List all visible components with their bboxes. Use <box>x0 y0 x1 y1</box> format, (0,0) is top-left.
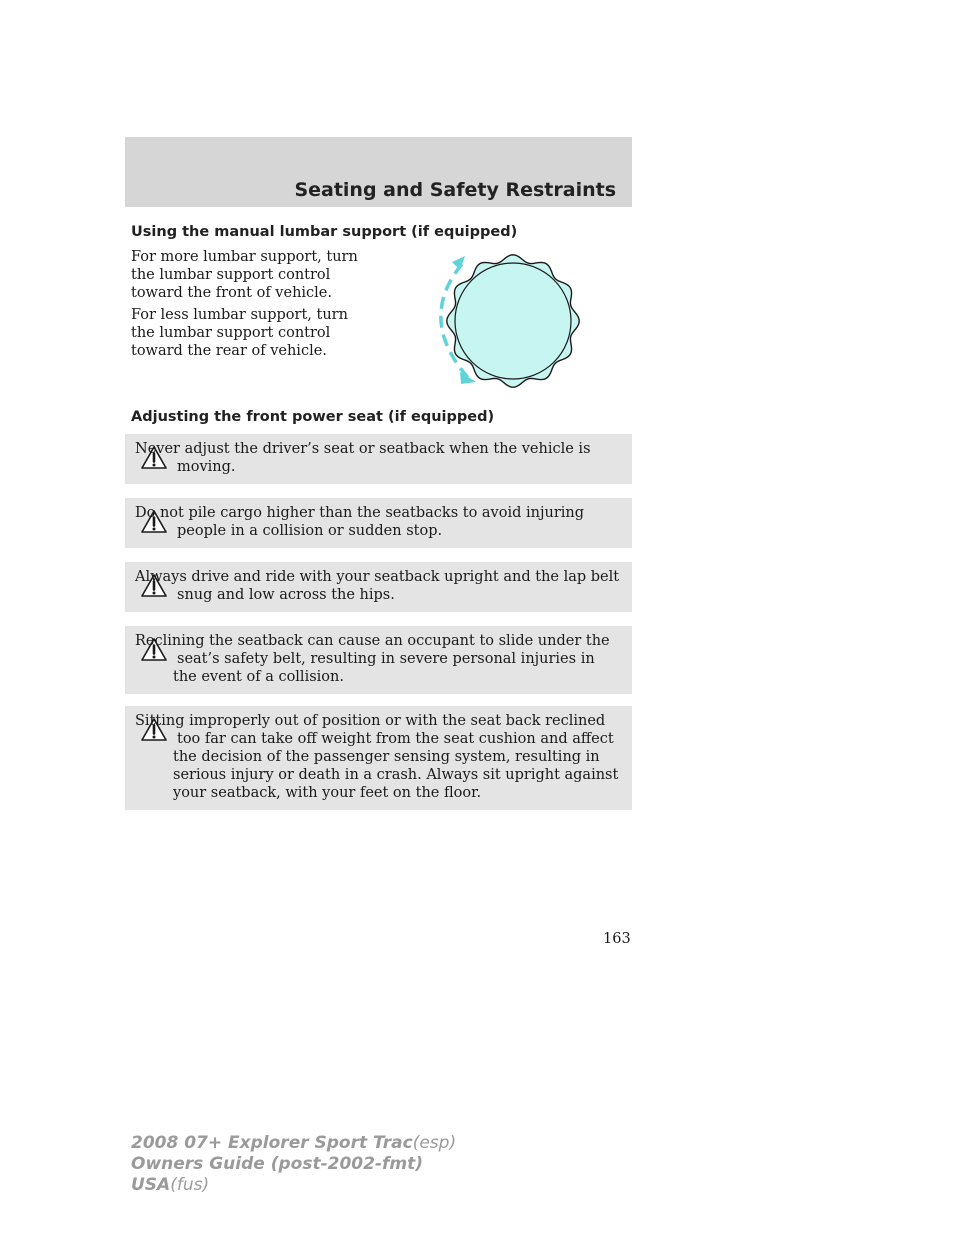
page-number: 163 <box>603 931 631 947</box>
footer-market: USA <box>131 1175 171 1195</box>
warning-box-5 <box>125 706 632 810</box>
warning-text-1: Never adjust the driver’s seat or seatback when the vehicle is moving. <box>135 441 591 475</box>
warning-text-3: Always drive and ride with your seatback upright and the lap belt snug and low across the hips. <box>135 569 620 603</box>
warning-box-2 <box>125 498 632 548</box>
footer-line-1 <box>131 1133 456 1154</box>
footer-line-3 <box>131 1175 456 1196</box>
warning-text-2: Do not pile cargo higher than the seatbacks to avoid injuring people in a collision or sudden stop. <box>135 505 585 539</box>
warning-text-5: Sitting improperly out of position or with the seat back reclined too far can take off weight from the seat cushion and affect the decision of the passenger sensing system, resulting in serious injury or death in a crash. Always sit upright against your seatback, with your feet on the floor. <box>135 713 619 801</box>
warning-text-4: Reclining the seatback can cause an occupant to slide under the seat’s safety belt, resulting in severe personal injuries in the event of a collision. <box>135 633 610 685</box>
footer-line-2: Owners Guide (post-2002-fmt) <box>131 1154 424 1174</box>
lumbar-paragraph-less: For less lumbar support, turn the lumbar support control toward the rear of vehicle. <box>131 307 348 359</box>
footer-market-code: (fus) <box>170 1175 210 1195</box>
lumbar-heading: Using the manual lumbar support (if equipped) <box>131 224 518 240</box>
lumbar-paragraph-more: For more lumbar support, turn the lumbar support control toward the front of vehicle. <box>131 249 358 301</box>
warning-box-3 <box>125 562 632 612</box>
lumbar-knob <box>447 255 579 387</box>
power-seat-heading: Adjusting the front power seat (if equipped) <box>131 409 495 425</box>
page-title: Seating and Safety Restraints <box>294 179 616 201</box>
header-bar <box>125 137 632 207</box>
arrow-head-up <box>452 256 465 270</box>
lumbar-knob-figure <box>424 250 584 390</box>
arrow-head-down <box>460 372 476 384</box>
warning-box-1 <box>125 434 632 484</box>
footer-model: 2008 07+ Explorer Sport Trac <box>131 1133 413 1153</box>
footer-model-code: (esp) <box>412 1133 457 1153</box>
footer <box>131 1133 456 1196</box>
warning-box-4 <box>125 626 632 694</box>
